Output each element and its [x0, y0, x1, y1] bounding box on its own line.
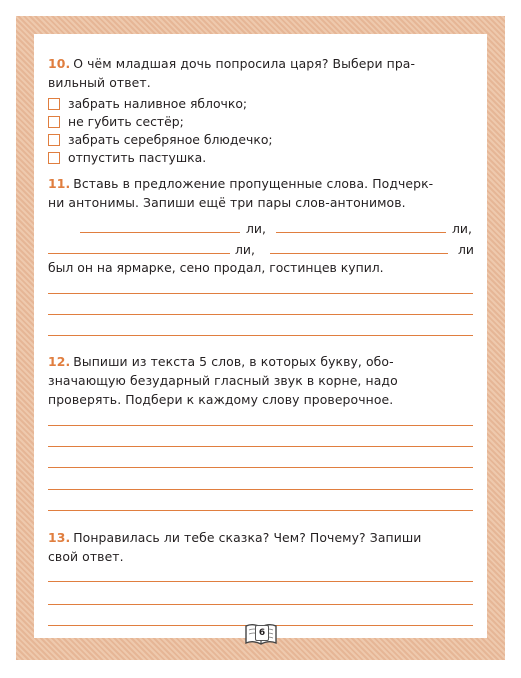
answer-line[interactable] — [48, 314, 473, 315]
word-li: ли, — [452, 221, 472, 236]
task-text: свой ответ. — [48, 549, 124, 564]
answer-line[interactable] — [48, 446, 473, 447]
task-text: Выпиши из текста 5 слов, в которых букву, обо- — [73, 354, 394, 369]
task-text: ни антонимы. Запиши ещё три пары слов-антонимов. — [48, 195, 406, 210]
answer-option[interactable] — [48, 150, 206, 166]
fill-blank[interactable] — [80, 232, 240, 233]
answer-line[interactable] — [48, 425, 473, 426]
option-label: забрать серебряное блюдечко; — [68, 132, 273, 147]
task-number: 12. — [48, 354, 71, 369]
task-number: 10. — [48, 56, 71, 71]
page-number: 6 — [255, 625, 269, 641]
word-li: ли — [458, 242, 474, 257]
task-number: 13. — [48, 530, 71, 545]
task-10-question — [48, 54, 476, 92]
task-text: значающую безударный гласный звук в корне, надо — [48, 373, 398, 388]
task-11-question — [48, 174, 476, 212]
task-text: Вставь в предложение пропущенные слова. Подчерк- — [73, 176, 434, 191]
option-label: забрать наливное яблочко; — [68, 96, 248, 111]
option-label: отпустить пастушка. — [68, 150, 207, 165]
task-12-question — [48, 352, 476, 409]
answer-option[interactable] — [48, 132, 273, 148]
task-text: вильный ответ. — [48, 75, 151, 90]
word-li: ли, — [246, 221, 266, 236]
answer-option[interactable] — [48, 96, 247, 112]
page-border — [16, 16, 505, 660]
answer-line[interactable] — [48, 510, 473, 511]
word-li: ли, — [235, 242, 255, 257]
task-text: О чём младшая дочь попросила царя? Выбери пра- — [73, 56, 416, 71]
checkbox-icon[interactable] — [48, 134, 60, 146]
fill-blank[interactable] — [270, 253, 448, 254]
page-content — [34, 34, 487, 638]
fill-blank[interactable] — [276, 232, 446, 233]
answer-line[interactable] — [48, 581, 473, 582]
answer-line[interactable] — [48, 604, 473, 605]
task-number: 11. — [48, 176, 71, 191]
checkbox-icon[interactable] — [48, 98, 60, 110]
task-text: Понравилась ли тебе сказка? Чем? Почему? Запиши — [73, 530, 422, 545]
answer-line[interactable] — [48, 293, 473, 294]
option-label: не губить сестёр; — [68, 114, 184, 129]
task-13-question — [48, 528, 476, 566]
answer-line[interactable] — [48, 489, 473, 490]
answer-line[interactable] — [48, 335, 473, 336]
page-number-badge — [244, 621, 278, 647]
answer-line[interactable] — [48, 467, 473, 468]
task-text: проверять. Подбери к каждому слову проверочное. — [48, 392, 394, 407]
checkbox-icon[interactable] — [48, 152, 60, 164]
answer-option[interactable] — [48, 114, 184, 130]
sentence-text: был он на ярмарке, сено продал, гостинцев купил. — [48, 260, 384, 275]
checkbox-icon[interactable] — [48, 116, 60, 128]
fill-blank[interactable] — [48, 253, 230, 254]
